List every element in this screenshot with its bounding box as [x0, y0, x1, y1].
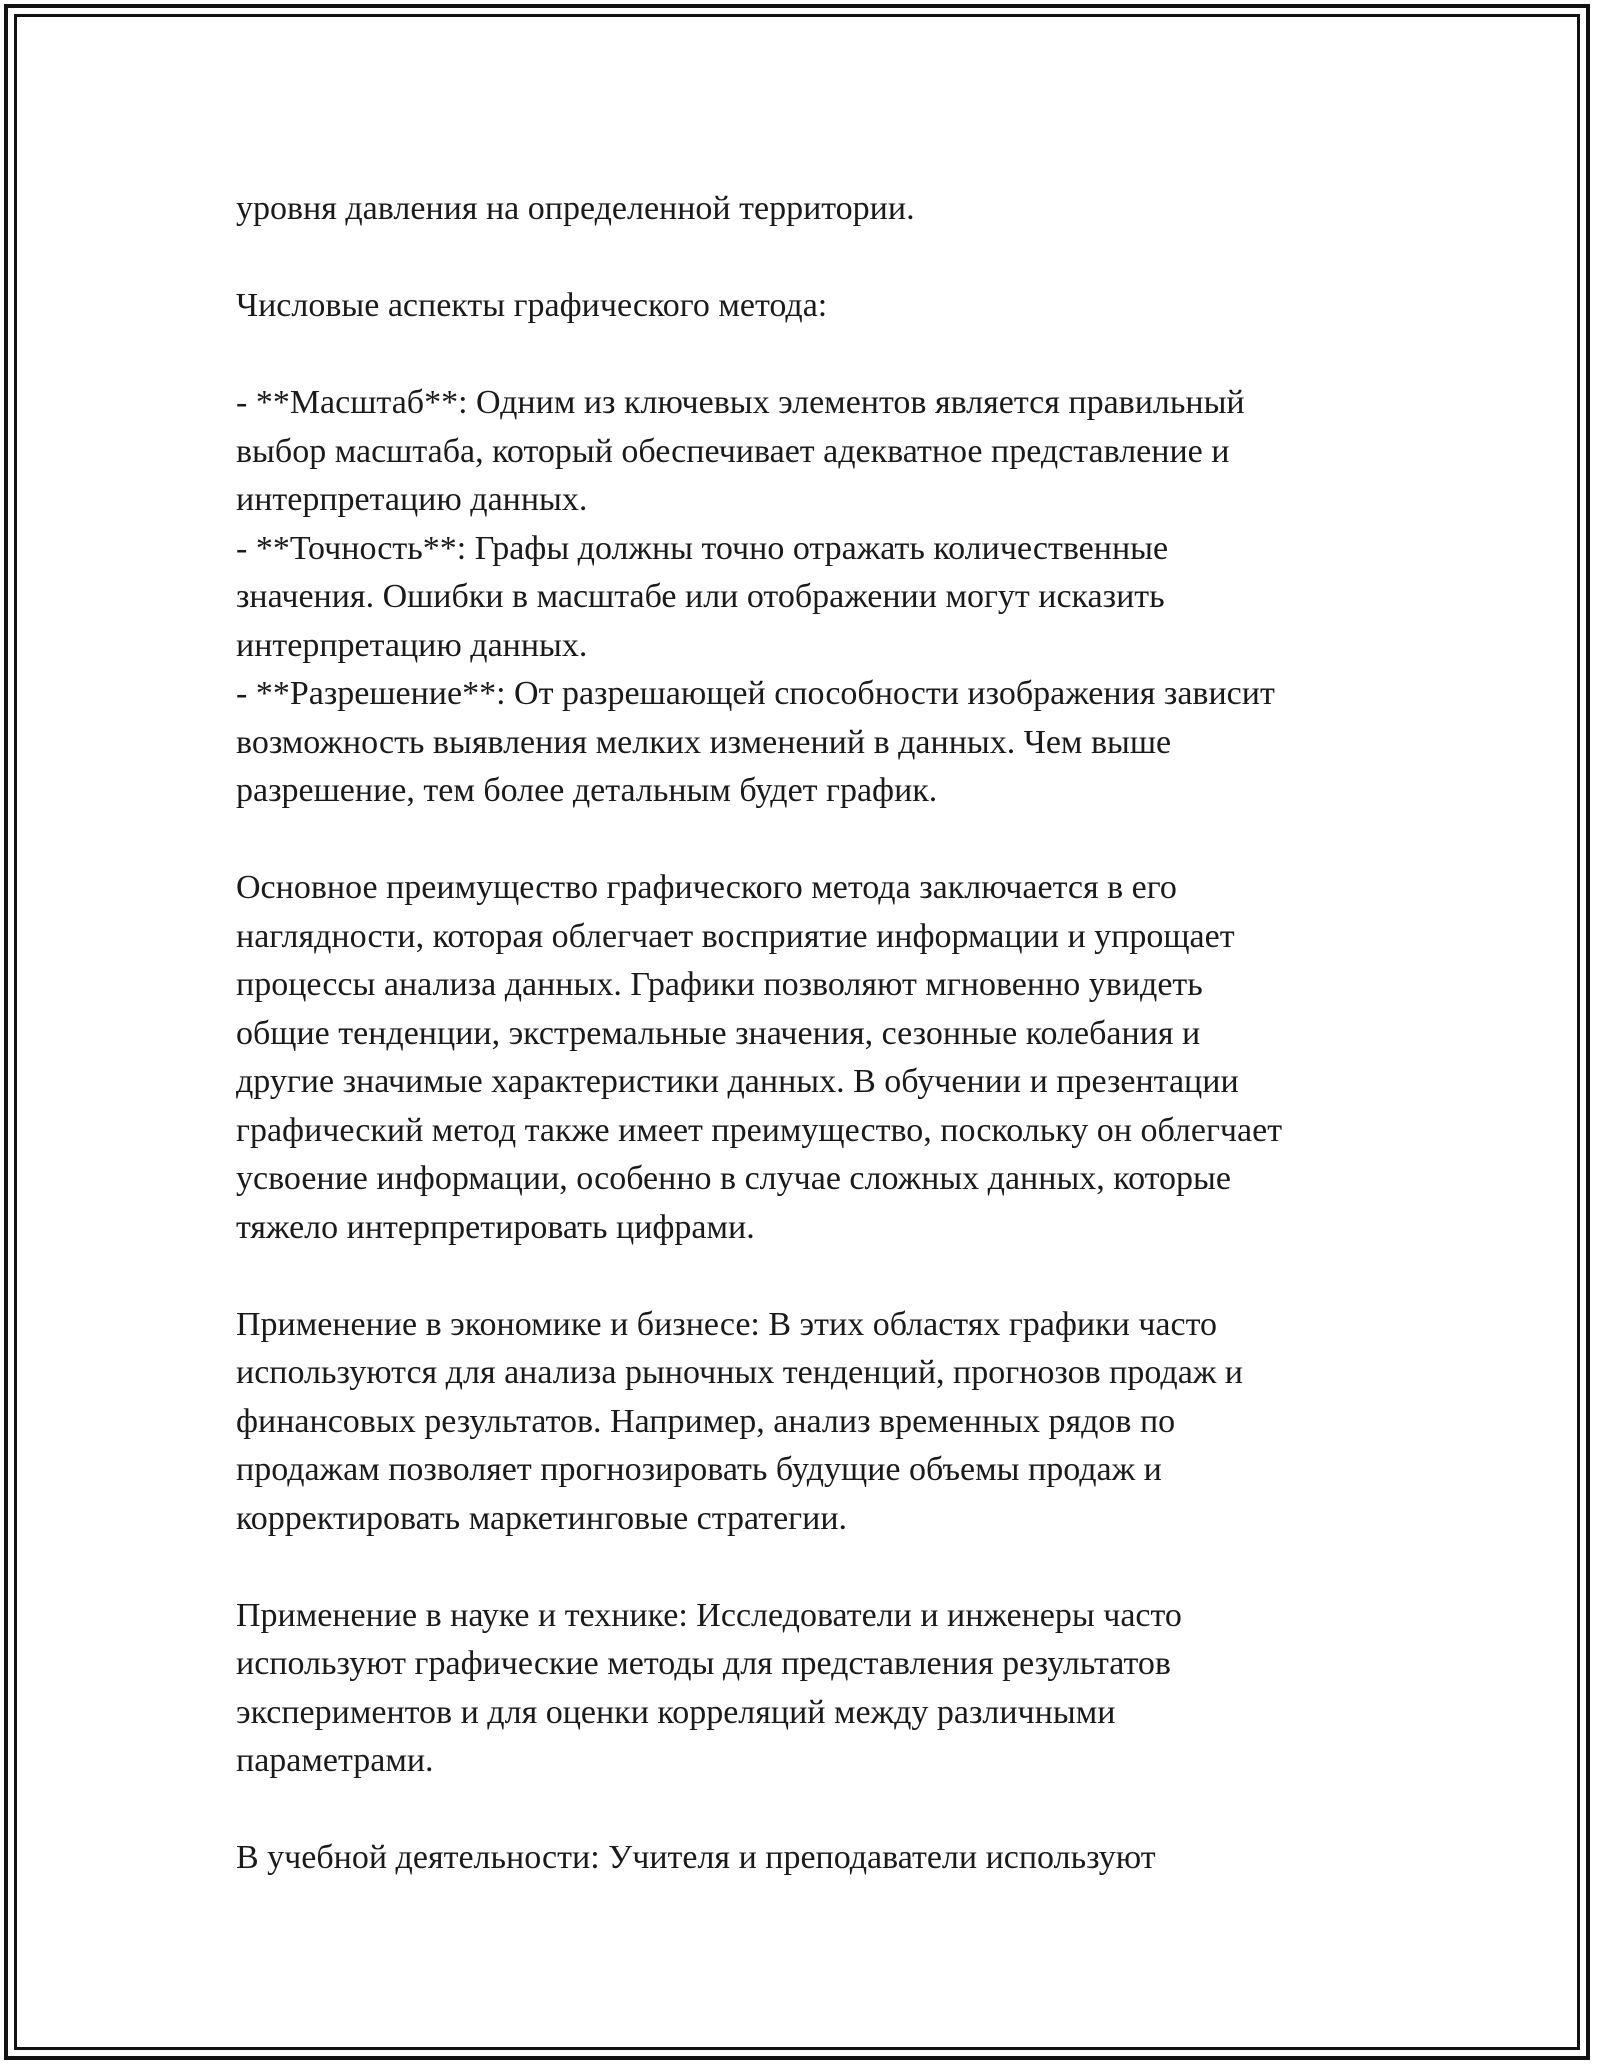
text-line: - **Масштаб**: Одним из ключевых элементов является правильный: [236, 384, 1245, 421]
text-line: тяжело интерпретировать цифрами.: [236, 1208, 755, 1246]
paragraph-gap: [236, 816, 1416, 865]
paragraph-gap: [236, 1543, 1416, 1592]
text-line: - **Точность**: Графы должны точно отражать количественные: [236, 529, 1169, 567]
text-line: интерпретацию данных.: [236, 481, 588, 518]
text-line: другие значимые характеристики данных. В обучении и презентации: [236, 1063, 1239, 1100]
text-line: используются для анализа рыночных тенденций, прогнозов продаж и: [236, 1354, 1243, 1391]
text-line: финансовых результатов. Например, анализ временных рядов по: [236, 1402, 1176, 1440]
paragraph-gap: [236, 1786, 1416, 1835]
text-line: - **Разрешение**: От разрешающей способности изображения зависит: [236, 675, 1275, 712]
document-body: [236, 185, 1416, 1883]
text-line: интерпретацию данных.: [236, 626, 588, 664]
text-line: процессы анализа данных. Графики позволяют мгновенно увидеть: [236, 966, 1203, 1003]
text-line: выбор масштаба, который обеспечивает адекватное представление и: [236, 432, 1230, 470]
text-line: Применение в экономике и бизнесе: В этих областях графики часто: [236, 1305, 1218, 1343]
text-line: корректировать маркетинговые стратегии.: [236, 1499, 848, 1537]
text-line: используют графические методы для представления результатов: [236, 1645, 1171, 1682]
text-line: разрешение, тем более детальным будет график.: [236, 772, 938, 809]
text-line: усвоение информации, особенно в случае сложных данных, которые: [236, 1160, 1231, 1197]
paragraph-gap: [236, 1252, 1416, 1301]
text-line: наглядности, которая облегчает восприятие информации и упрощает: [236, 917, 1235, 955]
text-line: общие тенденции, экстремальные значения, сезонные колебания и: [236, 1014, 1201, 1052]
text-line: уровня давления на определенной территории.: [236, 190, 915, 227]
text-line: значения. Ошибки в масштабе или отображении могут исказить: [236, 578, 1165, 615]
text-line: В учебной деятельности: Учителя и преподаватели используют: [236, 1839, 1156, 1876]
text-line: Числовые аспекты графического метода:: [236, 287, 828, 324]
text-line: экспериментов и для оценки корреляций между различными: [236, 1693, 1116, 1731]
paragraph-gap: [236, 234, 1416, 283]
text-line: Применение в науке и технике: Исследователи и инженеры часто: [236, 1596, 1182, 1634]
paragraph-gap: [236, 331, 1416, 380]
text-line: продажам позволяет прогнозировать будущие объемы продаж и: [236, 1451, 1162, 1488]
text-line: параметрами.: [236, 1742, 434, 1779]
text-line: возможность выявления мелких изменений в данных. Чем выше: [236, 723, 1172, 761]
text-line: Основное преимущество графического метода заключается в его: [236, 869, 1177, 906]
text-line: графический метод также имеет преимущество, поскольку он облегчает: [236, 1111, 1283, 1149]
